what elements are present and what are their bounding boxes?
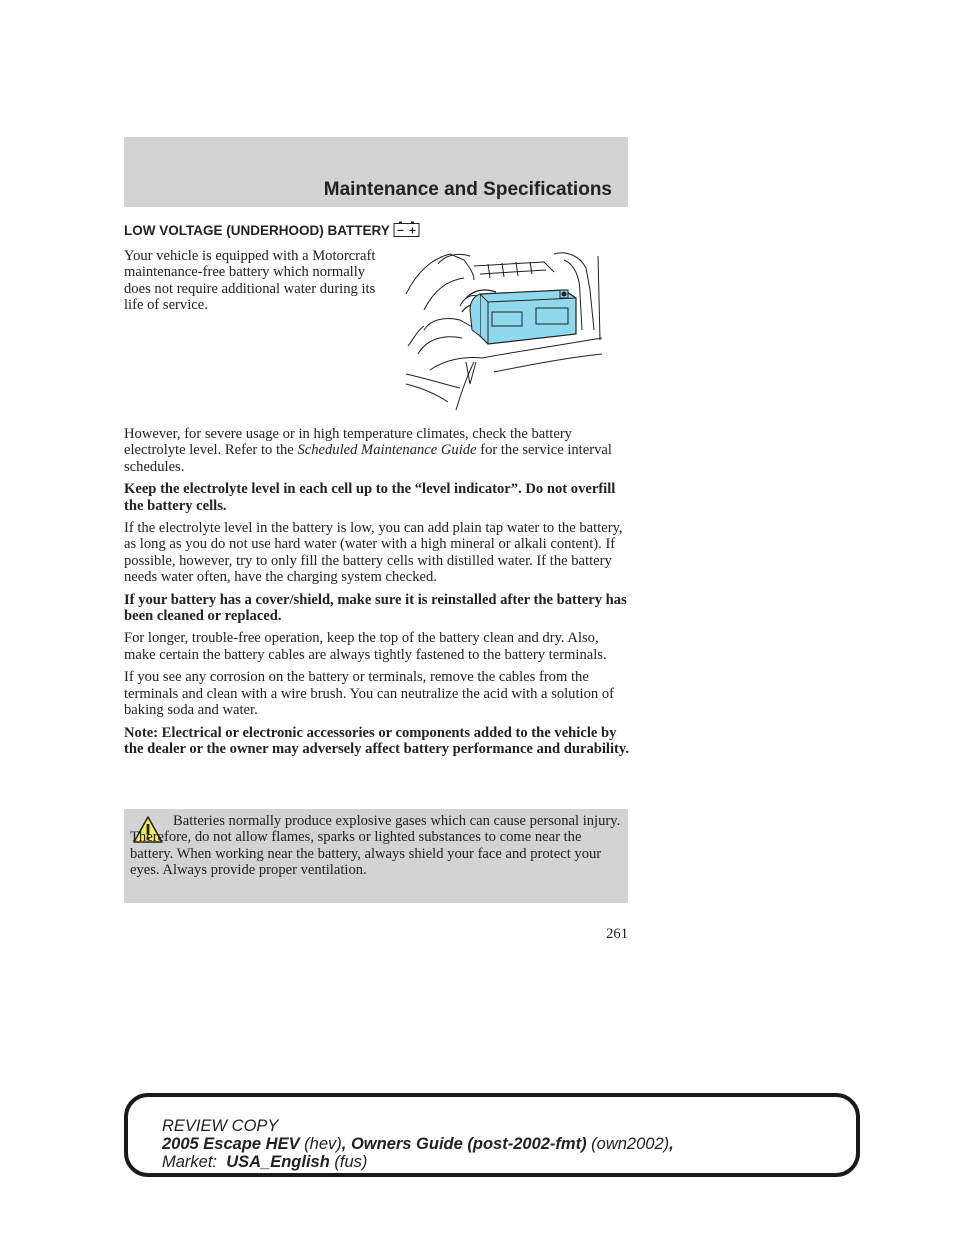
paragraph-cover-shield: If your battery has a cover/shield, make sure it is reinstalled after the battery has been cleaned or replaced. [124,591,627,625]
page-number: 261 [606,926,628,942]
footer-review-copy: REVIEW COPY [162,1117,279,1135]
paragraph-accessories-note: Note: Electrical or electronic accessories or components added to the vehicle by the dealer or the owner may adversely affect battery performance and durability. [124,724,630,757]
section-heading-text: LOW VOLTAGE (UNDERHOOD) BATTERY [124,222,390,238]
battery-minus-sign: − [396,225,405,237]
battery-icon [393,221,420,237]
page-title: Maintenance and Specifications [323,179,612,200]
battery-location-illustration [404,250,604,412]
footer-market-info: Market: USA_English (fus) [162,1153,368,1171]
paragraph-corrosion: If you see any corrosion on the battery or terminals, remove the cables from the terminals and clean with a wire brush. You can neutralize the acid with a solution of baking soda and water. [124,669,614,719]
review-copy-footer [124,1093,860,1177]
paragraph-clean-dry: For longer, trouble-free operation, keep the top of the battery clean and dry. Also, make certain the battery cables are always tightly fastened to the battery terminals. [124,630,607,663]
footer-guide-info: 2005 Escape HEV (hev), Owners Guide (post-2002-fmt) (own2002), [162,1135,674,1153]
warning-box [124,809,628,903]
section-header-band [124,137,628,207]
section-heading [124,222,420,238]
scheduled-maintenance-guide-reference: Scheduled Maintenance Guide [297,442,477,459]
intro-paragraph: Your vehicle is equipped with a Motorcraft maintenance-free battery which normally does not require additional water during its life of service. [124,248,376,314]
main-body [124,426,630,763]
footer-text [162,1117,674,1171]
battery-plus-sign: + [408,225,417,237]
paragraph-level-indicator: Keep the electrolyte level in each cell up to the “level indicator”. Do not overfill the battery cells. [124,481,616,514]
paragraph-check-electrolyte: However, for severe usage or in high temperature climates, check the battery electrolyte level. Refer to the Scheduled Maintenance Guide for the service interval schedules. [124,426,612,475]
paragraph-add-water: If the electrolyte level in the battery is low, you can add plain tap water to the battery, as long as you do not use hard water (water with a high mineral or alkali content). If possible, however, try to only fill the battery cells with distilled water. If the battery needs water often, have the charging system checked. [124,520,623,586]
warning-text: Batteries normally produce explosive gases which can cause personal injury. Therefore, do not allow flames, sparks or lighted substances to come near the battery. When working near the battery, always shield your face and protect your eyes. Always provide proper ventilation. [130,813,621,879]
